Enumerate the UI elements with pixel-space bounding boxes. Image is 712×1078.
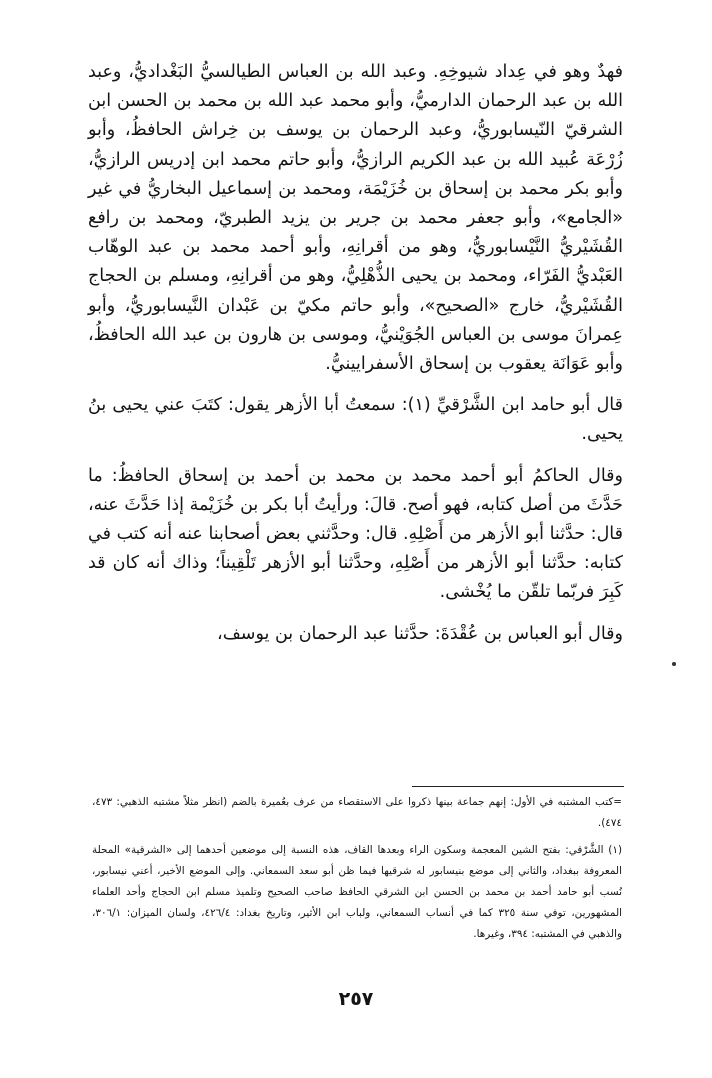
paragraph-hakim-quote: وقال الحاكمُ أبو أحمد محمد بن محمد بن أحمد بن إسحاق الحافظُ: ما حَدَّثَ من أصل كتابه، فهو أصح. قالَ: ورأيتُ أبا بكر بن خُزَيْمة إذا حَدَّثَ عنه، قال: حدَّثنا أبو الأزهر من أَصْلِهِ. قال: وحدَّثني بعض أصحابنا عنه أنه كتب في كتابه: حدَّثنا أبو الأزهر من أَصْلِهِ، وحدَّثنا أبو الأزهر تَلْقِيناً؛ وذاك أنه كان قد كَبِرَ فربّما تلقّن ما يُخْشى. <box>88 465 623 603</box>
paragraph-gap <box>88 379 623 391</box>
paragraph-gap <box>88 608 623 620</box>
footnote-separator <box>412 786 624 787</box>
footnote-1: (١) الشَّرْقي: بفتح الشين المعجمة وسكون الراء وبعدها القاف، هذه النسبة إلى موضعين أحدهما إلى «الشرقية» المحلة المعروفة ببغداد، والثاني إلى موضع بنيسابور له شرقيها فيما ظن أبو سعد السمعاني. وإلى الموضع الأخير، أعني نيسابور، نُسب أبو حامد أحمد بن محمد بن الحسن ابن الشرقي الحافظ صاحب الصحيح وتلميذ مسلم ابن الحجاج وأحد العلماء المشهورين، توفي سنة ٣٢٥ كما في أنساب السمعاني، ولباب ابن الأثير، وتاريخ بغداد: ٤٢٦/٤، ولسان الميزان: ٣٠٦/١، والذهبي في المشتبه: ٣٩٤، وغيرها. <box>92 844 622 940</box>
footnote-continuation: =كتب المشتبه في الأول: إنهم جماعة بينها ذكروا على الاستقصاء من عرف بعُميرة بالضم (انظر مثلاً مشتبه الذهبي: ٤٧٣، ٤٧٤). <box>92 796 622 829</box>
main-text-body <box>88 58 623 649</box>
paragraph-ibn-uqda-quote: وقال أبو العباس بن عُقْدَةَ: حدَّثنا عبد الرحمان بن يوسف، <box>217 623 623 644</box>
page-number: ٢٥٧ <box>338 988 374 1010</box>
paragraph-teachers-list: فهدٌ وهو في عِداد شيوخِهِ. وعبد الله بن العباس الطيالسيُّ البَغْداديُّ، وعبد الله بن عبد الرحمان الدارميُّ، وأبو محمد عبد الله بن محمد بن الحسن ابن الشرقيّ النّيسابوريُّ، وعبد الرحمان بن يوسف بن خِراش الحافظُ، وأبو زُرْعَة عُبيد الله بن عبد الكريم الرازيُّ، وأبو حاتم محمد ابن إدريس الرازيُّ، وأبو بكر محمد بن إسحاق بن خُزَيْمَة، ومحمد بن إسماعيل البخاريُّ في غير «الجامع»، وأبو جعفر محمد بن جرير بن يزيد الطبريّ، ومحمد بن رافع القُشَيْريُّ النَّيْسابوريُّ، وهو من أقرانِهِ، وأبو أحمد محمد بن عبد الوهّاب العَبْديُّ الفَرّاء، ومحمد بن يحيى الذُّهْلِيُّ، وهو من أقرانِهِ، ومسلم بن الحجاج القُشَيْريُّ، خارج «الصحيح»، وأبو حاتم مكيّ بن عَبْدان النَّيسابوريُّ، وأبو عِمرانَ موسى بن العباس الجُوَيْنيُّ، وموسى بن هارون بن عبد الله الحافظُ، وأبو عَوَانَة يعقوب بن إسحاق الأسفرايينيُّ. <box>88 62 623 375</box>
footnotes-section <box>92 792 622 945</box>
paragraph-gap <box>88 450 623 462</box>
print-speck <box>672 662 676 666</box>
paragraph-ibn-sharqi-quote: قال أبو حامد ابن الشَّرْقيِّ (١): سمعتُ أبا الأزهر يقول: كتَبَ عني يحيى بنُ يحيى. <box>88 395 623 445</box>
